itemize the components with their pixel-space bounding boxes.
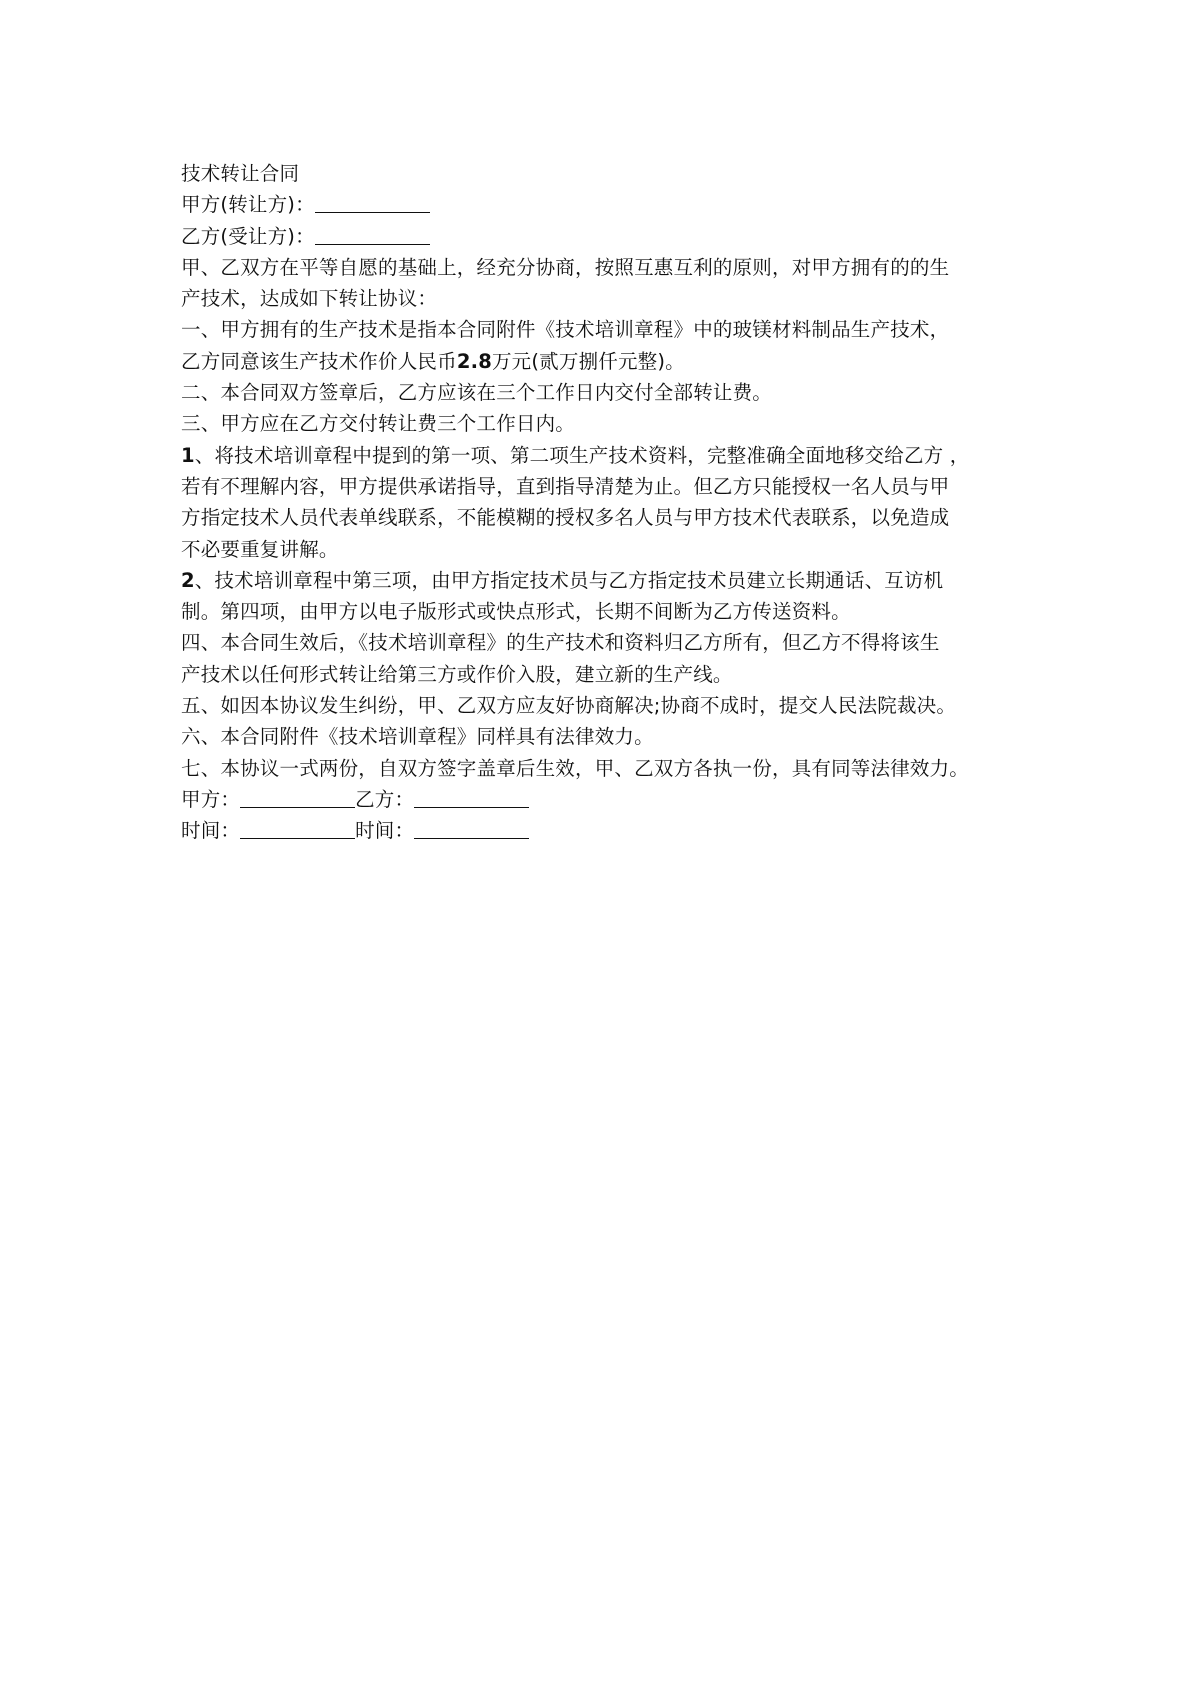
price-post: 万元(贰万捌仟元整)。: [491, 349, 685, 373]
paragraph-line: 制。第四项，由甲方以电子版形式或快点形式，长期不间断为乙方传送资料。: [181, 600, 851, 624]
party-a-line: [181, 189, 1021, 220]
item-number: 2: [181, 568, 195, 592]
document-title: 技术转让合同: [181, 162, 300, 185]
paragraph-line: 三、甲方应在乙方交付转让费三个工作日内。: [181, 412, 576, 436]
contract-document: [181, 158, 1021, 847]
party-b-blank[interactable]: [315, 224, 430, 245]
signature-party-a-label: 甲方：: [181, 787, 241, 811]
party-a-blank[interactable]: [315, 192, 430, 213]
item-text: 、将技术培训章程中提到的第一项、第二项生产技术资料，完整准确全面地移交给乙方 ，: [194, 443, 970, 467]
item-text: 、技术培训章程中第三项，由甲方指定技术员与乙方指定技术员建立长期通话、互访机: [194, 568, 944, 592]
signature-party-a-blank[interactable]: [240, 787, 355, 808]
date-a-blank[interactable]: [240, 818, 355, 839]
paragraph-line-price: [181, 346, 1021, 377]
date-b-blank[interactable]: [414, 818, 529, 839]
signature-party-b-label: 乙方：: [355, 787, 415, 811]
signature-row: [181, 784, 1021, 815]
price-pre: 乙方同意该生产技术作价人民币: [181, 349, 457, 373]
paragraph-line-item-1: [181, 440, 1021, 471]
party-a-label: 甲方(转让方)：: [181, 193, 315, 217]
price-amount: 2.8: [456, 349, 492, 373]
signature-party-b-blank[interactable]: [414, 787, 529, 808]
party-b-line: [181, 221, 1021, 252]
paragraph-line-item-2: [181, 565, 1021, 596]
paragraph-line: 一、甲方拥有的生产技术是指本合同附件《技术培训章程》中的玻镁材料制品生产技术，: [181, 318, 950, 342]
date-row: [181, 815, 1021, 846]
paragraph-line: 六、本合同附件《技术培训章程》同样具有法律效力。: [181, 725, 654, 749]
date-a-label: 时间：: [181, 819, 241, 843]
paragraph-line: 二、本合同双方签章后，乙方应该在三个工作日内交付全部转让费。: [181, 381, 773, 405]
paragraph-line: 若有不理解内容，甲方提供承诺指导，直到指导清楚为止。但乙方只能授权一名人员与甲: [181, 474, 950, 498]
paragraph-line: 甲、乙双方在平等自愿的基础上，经充分协商，按照互惠互利的原则，对甲方拥有的的生: [181, 255, 950, 279]
paragraph-line: 产技术以任何形式转让给第三方或作价入股，建立新的生产线。: [181, 662, 733, 686]
paragraph-line: 五、如因本协议发生纠纷，甲、乙双方应友好协商解决;协商不成时，提交人民法院裁决。: [181, 694, 957, 718]
party-b-label: 乙方(受让方)：: [181, 224, 315, 248]
paragraph-line: 七、本协议一式两份，自双方签字盖章后生效，甲、乙双方各执一份，具有同等法律效力。: [181, 756, 970, 780]
paragraph-line: 方指定技术人员代表单线联系，不能模糊的授权多名人员与甲方技术代表联系，以免造成: [181, 506, 950, 530]
item-number: 1: [181, 443, 195, 467]
paragraph-line: 四、本合同生效后，《技术培训章程》的生产技术和资料归乙方所有，但乙方不得将该生: [181, 631, 940, 655]
paragraph-line: 产技术，达成如下转让协议：: [181, 287, 438, 311]
paragraph-line: 不必要重复讲解。: [181, 537, 339, 561]
date-b-label: 时间：: [355, 819, 415, 843]
